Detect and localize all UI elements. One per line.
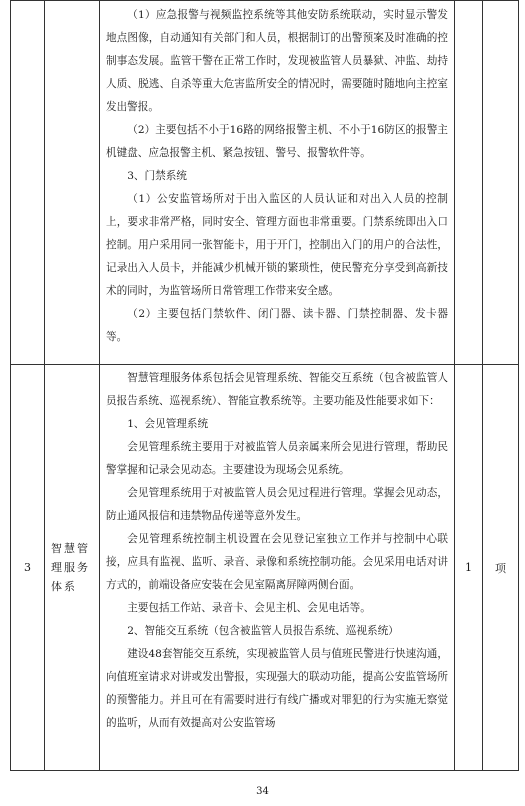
category-cell <box>45 365 100 771</box>
cell-category-empty <box>45 1 100 365</box>
category-label: 智慧管理服务体系 <box>51 542 90 593</box>
row-index: 3 <box>11 365 45 771</box>
paragraph: （1）应急报警与视频监控系统等其他安防系统联动，实时显示警发地点图像，自动通知有关部门和人员，根据制订的出警预案及时准确的控制事态发展。监管干警在正常工作时，发现被监管人员暴狱、冲监、劫持人质、脱逃、自杀等重大危害监所安全的情况时，需要随时随地向主控室发出警报。 <box>106 9 448 113</box>
paragraph: 1、会见管理系统 <box>127 418 209 430</box>
row-quantity: 1 <box>455 365 483 771</box>
paragraph: 建设48套智能交互系统，实现被监管人员与值班民警进行快速沟通，向值班室请求对讲或发出警报，实现强大的联动功能，提高公安监管场所的预警能力。并且可在有需要时进行有线广播或对罪犯的行为实施无察觉的监听，从而有效提高对公安监管场 <box>106 648 448 729</box>
cell-content-row3 <box>100 365 455 771</box>
paragraph: 3、门禁系统 <box>127 170 187 182</box>
table-row-continued <box>11 1 519 365</box>
paragraph: 会见管理系统控制主机设置在会见登记室独立工作并与控制中心联接，应具有监视、监听、录音、录像和系统控制功能。会见采用电话对讲方式的，前端设备应安装在会见室隔离屏障两侧台面。 <box>106 533 448 591</box>
cell-quantity-empty <box>455 1 483 365</box>
paragraph: （2）主要包括门禁软件、闭门器、读卡器、门禁控制器、发卡器等。 <box>106 308 448 343</box>
page-number: 34 <box>256 786 269 797</box>
spec-table <box>10 0 519 771</box>
cell-index-empty <box>11 1 45 365</box>
cell-content-top <box>100 1 455 365</box>
paragraph: 会见管理系统主要用于对被监管人员亲属来所会见进行管理，帮助民警掌握和记录会见动态。主要建设为现场会见系统。 <box>106 441 448 476</box>
table-row-3 <box>11 365 519 771</box>
paragraph: 主要包括工作站、录音卡、会见主机、会见电话等。 <box>127 602 371 614</box>
paragraph: 2、智能交互系统（包含被监管人员报告系统、巡视系统） <box>127 625 399 637</box>
paragraph: （2）主要包括不小于16路的网络报警主机、不小于16防区的报警主机键盘、应急报警主机、紧急按钮、警号、报警软件等。 <box>106 124 448 159</box>
paragraph: 会见管理系统用于对被监管人员会见过程进行管理。掌握会见动态，防止通风报信和违禁物品传递等意外发生。 <box>106 487 448 522</box>
row-unit: 项 <box>483 365 519 771</box>
cell-unit-empty <box>483 1 519 365</box>
paragraph: （1）公安监管场所对于出入监区的人员认证和对出入人员的控制上，要求非常严格，同时安全、管理方面也非常重要。门禁系统即出入口控制。用户采用同一张智能卡，用于开门，控制出入门的用户的合法性，记录出入人员卡，并能减少机械开锁的繁琐性，使民警充分享受到高新技术的同时，为监管场所日常管理工作带来安全感。 <box>106 193 448 297</box>
paragraph: 智慧管理服务体系包括会见管理系统、智能交互系统（包含被监管人员报告系统、巡视系统）、智能宣教系统等。主要功能及性能要求如下： <box>106 372 448 407</box>
